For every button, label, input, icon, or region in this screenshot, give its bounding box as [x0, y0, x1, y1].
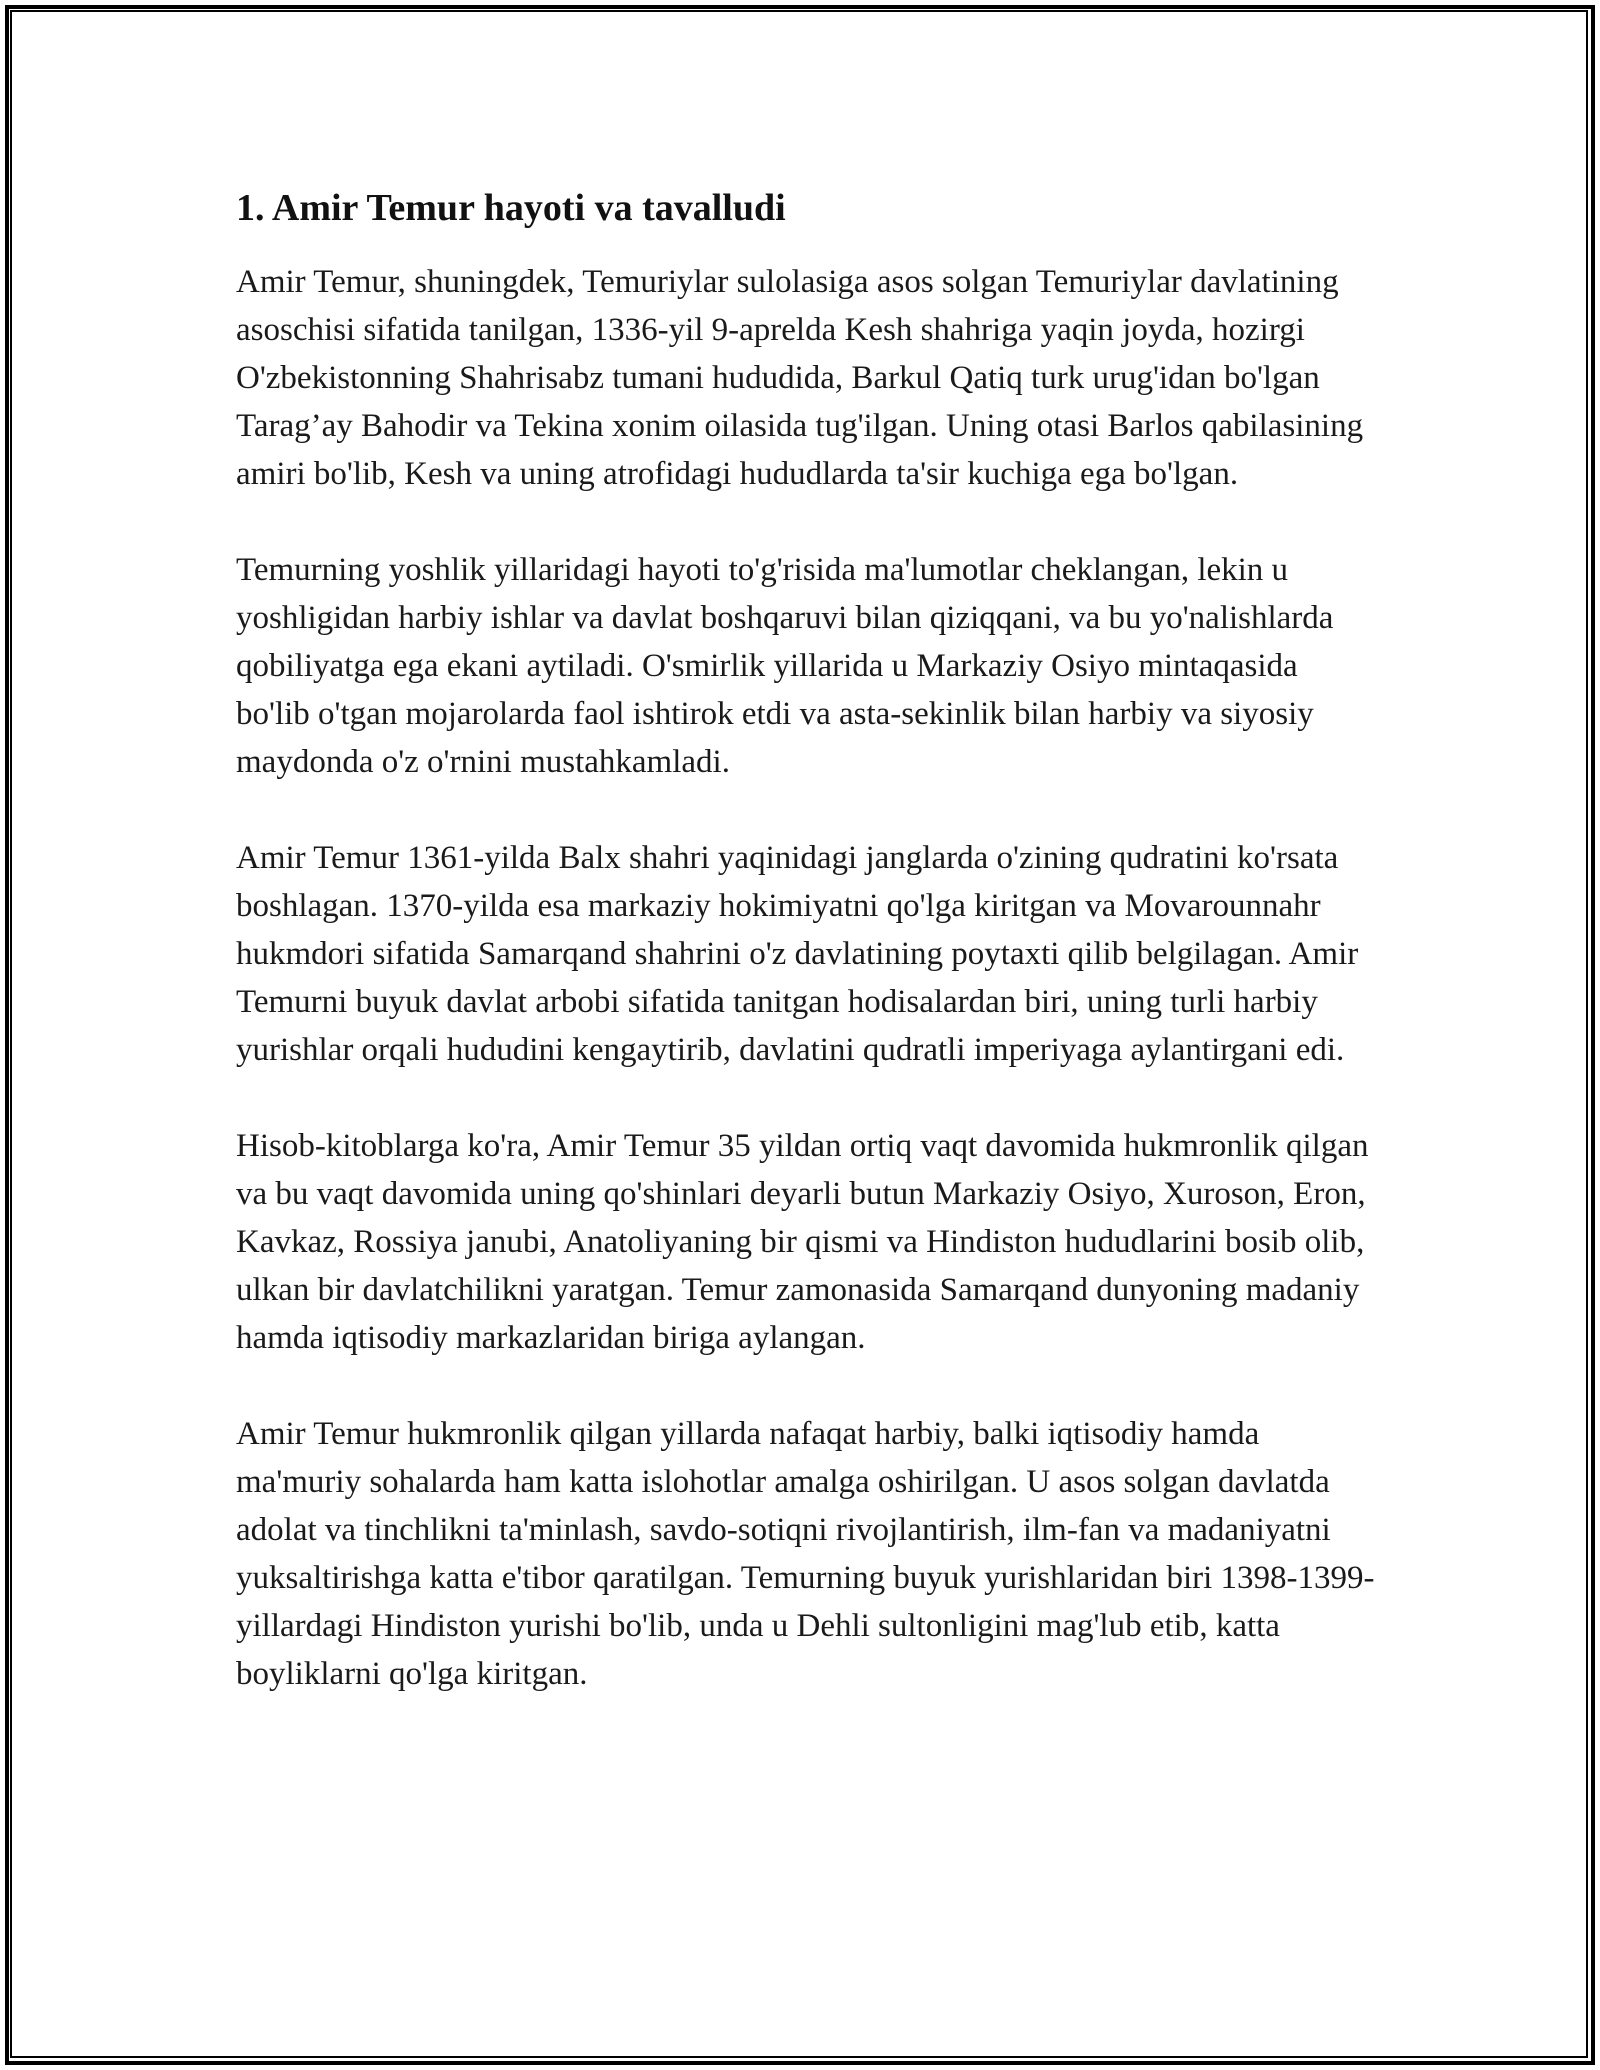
paragraph-rise-to-power: Amir Temur 1361-yilda Balx shahri yaqinidagi janglarda o'zining qudratini ko'rsata boshlagan. 1370-yilda esa markaziy hokimiyatni qo'lga kiritgan va Movarounnahr hukmdori sifatida Samarqand shahrini o'z davlatining poytaxti qilib belgilagan. Amir Temurni buyuk davlat arbobi sifatida tanitgan hodisalardan biri, uning turli harbiy yurishlar orqali hududini kengaytirib, davlatini qudratli imperiyaga aylantirgani edi. [236, 839, 1359, 1068]
paragraph-conquests: Hisob-kitoblarga ko'ra, Amir Temur 35 yildan ortiq vaqt davomida hukmronlik qilgan va bu vaqt davomida uning qo'shinlari deyarli butun Markaziy Osiyo, Xuroson, Eron, Kavkaz, Rossiya janubi, Anatoliyaning bir qismi va Hindiston hududlarini bosib olib, ulkan bir davlatchilikni yaratgan. Temur zamonasida Samarqand dunyoning madaniy hamda iqtisodiy markazlaridan biriga aylangan. [236, 1127, 1369, 1356]
document-body [236, 186, 1376, 1746]
paragraph-youth: Temurning yoshlik yillaridagi hayoti to'g'risida ma'lumotlar cheklangan, lekin u yoshligidan harbiy ishlar va davlat boshqaruvi bilan qiziqqani, va bu yo'nalishlarda qobiliyatga ega ekani aytiladi. O'smirlik yillarida u Markaziy Osiyo mintaqasida bo'lib o'tgan mojarolarda faol ishtirok etdi va asta-sekinlik bilan harbiy va siyosiy maydonda o'z o'rnini mustahkamladi. [236, 551, 1334, 780]
section-heading: 1. Amir Temur hayoti va tavalludi [236, 187, 786, 229]
paragraph-reforms: Amir Temur hukmronlik qilgan yillarda nafaqat harbiy, balki iqtisodiy hamda ma'muriy sohalarda ham katta islohotlar amalga oshirilgan. U asos solgan davlatda adolat va tinchlikni ta'minlash, savdo-sotiqni rivojlantirish, ilm-fan va madaniyatni yuksaltirishga katta e'tibor qaratilgan. Temurning buyuk yurishlaridan biri 1398-1399-yillardagi Hindiston yurishi bo'lib, unda u Dehli sultonligini mag'lub etib, katta boyliklarni qo'lga kiritgan. [236, 1415, 1375, 1692]
paragraph-birth: Amir Temur, shuningdek, Temuriylar sulolasiga asos solgan Temuriylar davlatining asoschisi sifatida tanilgan, 1336-yil 9-aprelda Kesh shahriga yaqin joyda, hozirgi O'zbekistonning Shahrisabz tumani hududida, Barkul Qatiq turk urug'idan bo'lgan Tarag’ay Bahodir va Tekina xonim oilasida tug'ilgan. Uning otasi Barlos qabilasining amiri bo'lib, Kesh va uning atrofidagi hududlarda ta'sir kuchiga ega bo'lgan. [236, 263, 1364, 492]
